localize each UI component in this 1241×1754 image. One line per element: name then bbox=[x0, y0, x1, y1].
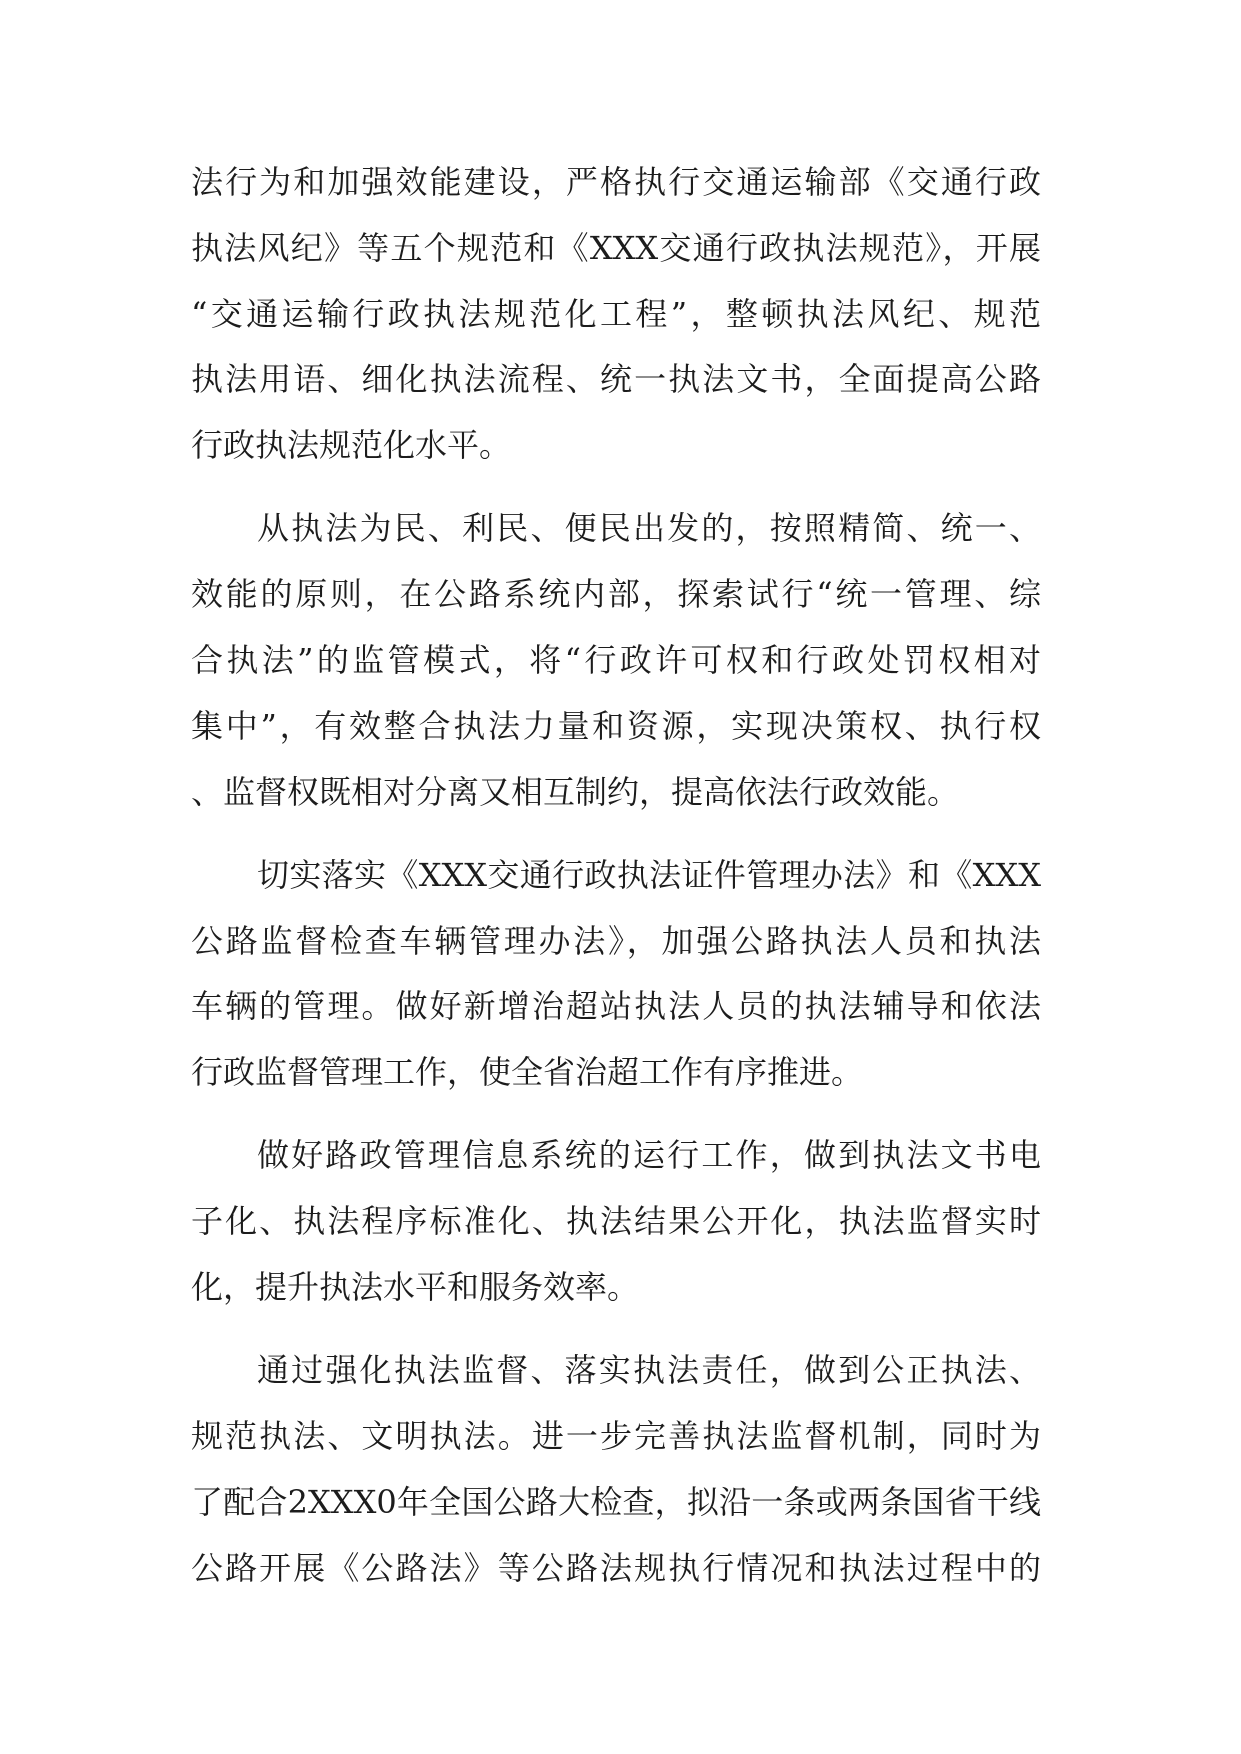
paragraph bbox=[191, 496, 1041, 825]
text-line: 法行为和加强效能建设，严格执行交通运输部《交通行政 bbox=[191, 163, 1041, 201]
text-line: 公路监督检查车辆管理办法》，加强公路执法人员和执法 bbox=[191, 921, 1041, 960]
text-line: 切实落实《XXX交通行政执法证件管理办法》和《XXX bbox=[257, 855, 1041, 894]
paragraph bbox=[191, 1123, 1041, 1320]
text-line: “交通运输行政执法规范化工程”，整顿执法风纪、规范 bbox=[191, 294, 1041, 333]
text-line: 效能的原则，在公路系统内部，探索试行“统一管理、综 bbox=[191, 575, 1041, 614]
paragraph bbox=[191, 150, 1041, 479]
text-line: 化，提升执法水平和服务效率。 bbox=[191, 1267, 640, 1306]
paragraph bbox=[191, 843, 1041, 1106]
text-line: 公路开展《公路法》等公路法规执行情况和执法过程中的 bbox=[191, 1548, 1041, 1587]
text-line: 合执法”的监管模式，将“行政许可权和行政处罚权相对 bbox=[191, 640, 1041, 679]
text-line: 车辆的管理。做好新增治超站执法人员的执法辅导和依法 bbox=[191, 987, 1041, 1026]
text-line: 行政执法规范化水平。 bbox=[191, 426, 512, 465]
text-line: 、监督权既相对分离又相互制约，提高依法行政效能。 bbox=[191, 772, 960, 811]
text-line: 执法风纪》等五个规范和《XXX交通行政执法规范》，开展 bbox=[191, 228, 1041, 267]
text-line: 从执法为民、利民、便民出发的，按照精简、统一、 bbox=[257, 509, 1041, 548]
text-line: 子化、执法程序标准化、执法结果公开化，执法监督实时 bbox=[191, 1202, 1041, 1241]
paragraph bbox=[191, 1338, 1041, 1601]
text-line: 集中”，有效整合执法力量和资源，实现决策权、执行权 bbox=[191, 706, 1041, 745]
text-line: 通过强化执法监督、落实执法责任，做到公正执法、 bbox=[257, 1351, 1041, 1390]
body-text bbox=[191, 150, 1041, 1601]
text-line: 做好路政管理信息系统的运行工作，做到执法文书电 bbox=[257, 1136, 1041, 1175]
text-line: 了配合2XXX0年全国公路大检查，拟沿一条或两条国省干线 bbox=[191, 1482, 1041, 1521]
text-line: 规范执法、文明执法。进一步完善执法监督机制，同时为 bbox=[191, 1416, 1041, 1455]
text-line: 行政监督管理工作，使全省治超工作有序推进。 bbox=[191, 1053, 864, 1092]
text-line: 执法用语、细化执法流程、统一执法文书，全面提高公路 bbox=[191, 360, 1041, 399]
